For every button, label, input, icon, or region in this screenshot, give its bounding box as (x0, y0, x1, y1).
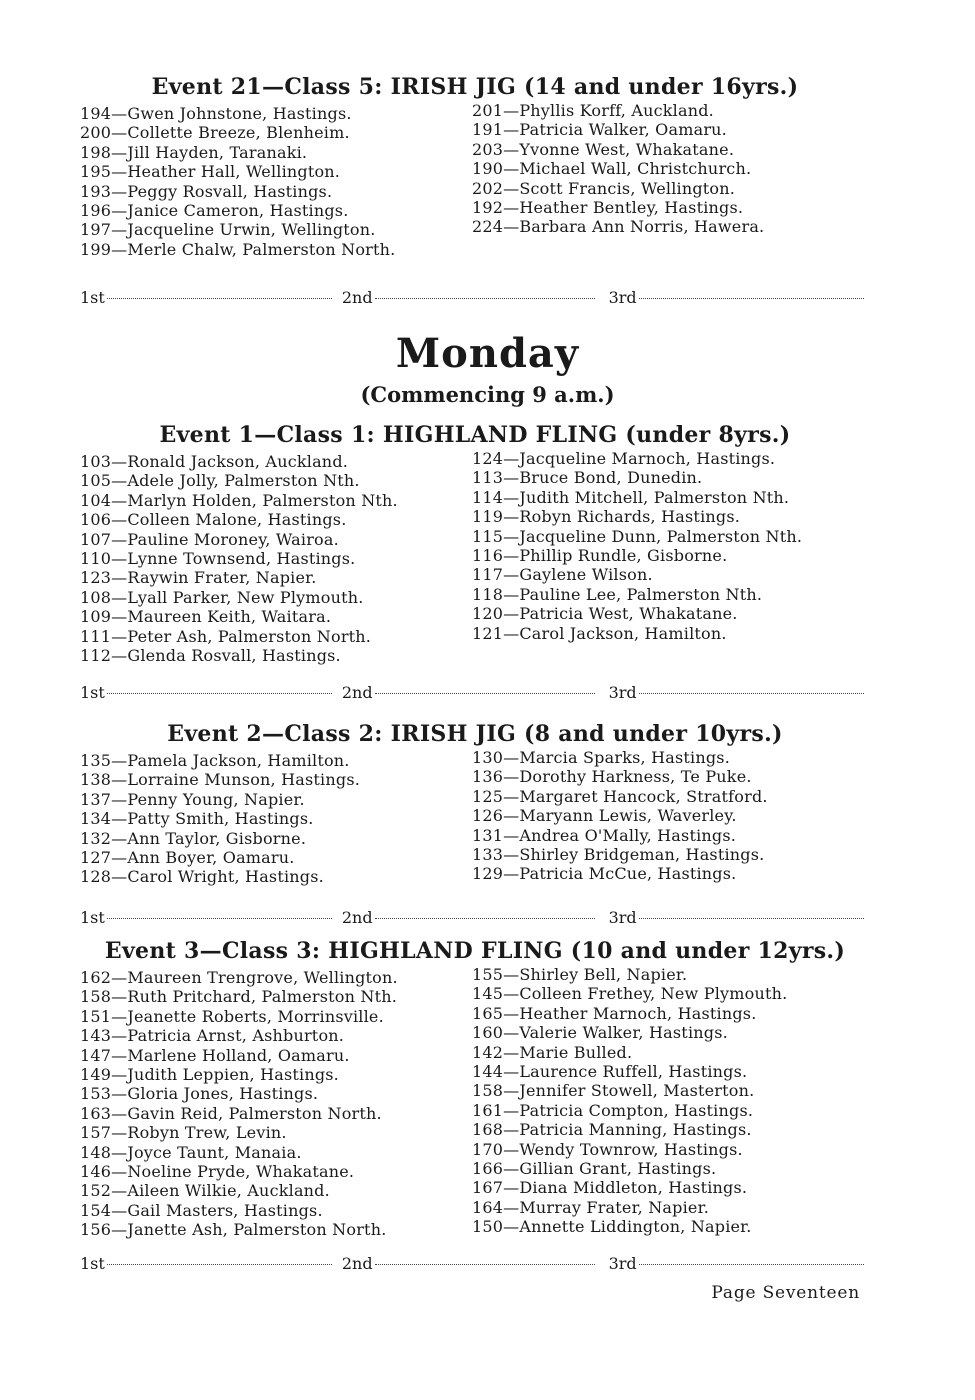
entrant-entry: 164—Murray Frater, Napier. (472, 1197, 709, 1217)
entrant-entry: 152—Aileen Wilkie, Auckland. (80, 1181, 330, 1201)
entry-column-right (472, 748, 870, 887)
entrant-entry: 196—Janice Cameron, Hastings. (80, 201, 349, 221)
entrant-entry: 135—Pamela Jackson, Hamilton. (80, 751, 350, 770)
entrant-entry: 120—Patricia West, Whakatane. (472, 604, 738, 624)
entrant-entry: 190—Michael Wall, Christchurch. (472, 159, 752, 179)
entrant-entry: 129—Patricia McCue, Hastings. (472, 864, 737, 884)
placings-line (80, 1254, 870, 1273)
entrant-entry: 165—Heather Marnoch, Hastings. (472, 1003, 757, 1023)
entry-columns (80, 449, 870, 666)
entrant-entry: 142—Marie Bulled. (472, 1042, 633, 1062)
entry-column-right (472, 449, 870, 665)
entrant-entry: 224—Barbara Ann Norris, Hawera. (472, 217, 765, 237)
entrant-entry: 170—Wendy Townrow, Hastings. (472, 1139, 743, 1159)
entrant-entry: 158—Ruth Pritchard, Palmerston Nth. (80, 987, 398, 1007)
day-title: Monday (395, 330, 580, 377)
entry-columns (80, 965, 870, 1240)
entrant-entry: 150—Annette Liddington, Napier. (472, 1217, 752, 1237)
entrant-entry: 103—Ronald Jackson, Auckland. (80, 452, 349, 471)
entrant-entry: 133—Shirley Bridgeman, Hastings. (472, 845, 765, 865)
entrant-entry: 119—Robyn Richards, Hastings. (472, 507, 741, 527)
entrant-entry: 146—Noeline Pryde, Whakatane. (80, 1162, 355, 1182)
placings-line (80, 683, 870, 702)
entrant-entry: 203—Yvonne West, Whakatane. (472, 139, 735, 159)
entrant-entry: 201—Phyllis Korff, Auckland. (472, 101, 714, 120)
placings-line (80, 908, 870, 927)
entrant-entry: 191—Patricia Walker, Oamaru. (472, 120, 727, 140)
event-title: Event 1—Class 1: HIGHLAND FLING (under 8yrs.) (159, 422, 791, 448)
placing-third: 3rd (609, 683, 864, 702)
entrant-entry: 117—Gaylene Wilson. (472, 565, 653, 585)
entrant-entry: 124—Jacqueline Marnoch, Hastings. (472, 449, 776, 468)
placing-third: 3rd (609, 288, 864, 307)
entrant-entry: 114—Judith Mitchell, Palmerston Nth. (472, 487, 790, 507)
entrant-entry: 136—Dorothy Harkness, Te Puke. (472, 767, 752, 787)
placing-first: 1st (80, 683, 332, 702)
entrant-entry: 109—Maureen Keith, Waitara. (80, 607, 332, 627)
placings-line (80, 288, 870, 307)
entrant-entry: 123—Raywin Frater, Napier. (80, 568, 317, 588)
placing-third: 3rd (609, 1254, 864, 1273)
entrant-entry: 137—Penny Young, Napier. (80, 789, 305, 809)
entrant-entry: 145—Colleen Frethey, New Plymouth. (472, 984, 788, 1004)
entrant-entry: 158—Jennifer Stowell, Masterton. (472, 1081, 755, 1101)
entrant-entry: 143—Patricia Arnst, Ashburton. (80, 1026, 345, 1046)
entry-columns (80, 101, 870, 259)
placing-second: 2nd (342, 683, 595, 702)
entrant-entry: 126—Maryann Lewis, Waverley. (472, 806, 737, 826)
entrant-entry: 130—Marcia Sparks, Hastings. (472, 748, 730, 767)
entrant-entry: 134—Patty Smith, Hastings. (80, 809, 314, 829)
entrant-entry: 160—Valerie Walker, Hastings. (472, 1023, 728, 1043)
event-title: Event 3—Class 3: HIGHLAND FLING (10 and under 12yrs.) (104, 938, 846, 964)
entrant-entry: 108—Lyall Parker, New Plymouth. (80, 587, 364, 607)
entrant-entry: 151—Jeanette Roberts, Morrinsville. (80, 1006, 384, 1026)
entrant-entry: 200—Collette Breeze, Blenheim. (80, 123, 350, 143)
entrant-entry: 128—Carol Wright, Hastings. (80, 867, 324, 887)
entrant-entry: 112—Glenda Rosvall, Hastings. (80, 646, 341, 666)
entrant-entry: 131—Andrea O'Mally, Hastings. (472, 825, 737, 845)
event-21 (80, 74, 870, 259)
event-1 (80, 422, 870, 665)
placing-second: 2nd (342, 1254, 595, 1273)
entrant-entry: 193—Peggy Rosvall, Hastings. (80, 181, 333, 201)
entrant-entry: 107—Pauline Moroney, Wairoa. (80, 529, 339, 549)
entrant-entry: 197—Jacqueline Urwin, Wellington. (80, 220, 376, 240)
placing-first: 1st (80, 908, 332, 927)
entry-column-left (80, 968, 472, 1240)
entrant-entry: 199—Merle Chalw, Palmerston North. (80, 239, 396, 259)
entrant-entry: 157—Robyn Trew, Levin. (80, 1123, 287, 1143)
entrant-entry: 202—Scott Francis, Wellington. (472, 178, 736, 198)
entrant-entry: 148—Joyce Taunt, Manaia. (80, 1142, 302, 1162)
event-title: Event 21—Class 5: IRISH JIG (14 and under 16yrs.) (151, 74, 799, 100)
entrant-entry: 167—Diana Middleton, Hastings. (472, 1178, 748, 1198)
entry-column-left (80, 751, 472, 887)
entrant-entry: 155—Shirley Bell, Napier. (472, 965, 688, 984)
entrant-entry: 110—Lynne Townsend, Hastings. (80, 549, 356, 569)
placing-second: 2nd (342, 288, 595, 307)
entrant-entry: 168—Patricia Manning, Hastings. (472, 1120, 752, 1140)
entrant-entry: 147—Marlene Holland, Oamaru. (80, 1045, 350, 1065)
entrant-entry: 127—Ann Boyer, Oamaru. (80, 848, 295, 868)
entrant-entry: 116—Phillip Rundle, Gisborne. (472, 546, 728, 566)
entrant-entry: 163—Gavin Reid, Palmerston North. (80, 1103, 382, 1123)
entrant-entry: 113—Bruce Bond, Dunedin. (472, 468, 703, 488)
entrant-entry: 161—Patricia Compton, Hastings. (472, 1100, 754, 1120)
entrant-entry: 153—Gloria Jones, Hastings. (80, 1084, 319, 1104)
entrant-entry: 166—Gillian Grant, Hastings. (472, 1159, 717, 1179)
entrant-entry: 144—Laurence Ruffell, Hastings. (472, 1062, 748, 1082)
entry-column-right (472, 101, 870, 259)
entry-column-left (80, 104, 472, 259)
placing-second: 2nd (342, 908, 595, 927)
entrant-entry: 194—Gwen Johnstone, Hastings. (80, 104, 352, 123)
entrant-entry: 111—Peter Ash, Palmerston North. (80, 626, 372, 646)
entrant-entry: 106—Colleen Malone, Hastings. (80, 510, 347, 530)
entrant-entry: 118—Pauline Lee, Palmerston Nth. (472, 584, 763, 604)
entrant-entry: 192—Heather Bentley, Hastings. (472, 198, 744, 218)
placing-third: 3rd (609, 908, 864, 927)
placing-first: 1st (80, 288, 332, 307)
event-title: Event 2—Class 2: IRISH JIG (8 and under 10yrs.) (167, 721, 783, 747)
entrant-entry: 198—Jill Hayden, Taranaki. (80, 142, 308, 162)
entry-column-left (80, 452, 472, 665)
entrant-entry: 105—Adele Jolly, Palmerston Nth. (80, 471, 360, 491)
entrant-entry: 154—Gail Masters, Hastings. (80, 1200, 323, 1220)
entrant-entry: 156—Janette Ash, Palmerston North. (80, 1220, 387, 1240)
entrant-entry: 132—Ann Taylor, Gisborne. (80, 828, 307, 848)
day-subtitle: (Commencing 9 a.m.) (360, 382, 615, 407)
entrant-entry: 162—Maureen Trengrove, Wellington. (80, 968, 398, 987)
entrant-entry: 149—Judith Leppien, Hastings. (80, 1065, 339, 1085)
entrant-entry: 104—Marlyn Holden, Palmerston Nth. (80, 490, 398, 510)
entrant-entry: 195—Heather Hall, Wellington. (80, 162, 341, 182)
event-2 (80, 721, 870, 887)
placing-first: 1st (80, 1254, 332, 1273)
entrant-entry: 115—Jacqueline Dunn, Palmerston Nth. (472, 526, 803, 546)
entrant-entry: 121—Carol Jackson, Hamilton. (472, 623, 727, 643)
entrant-entry: 125—Margaret Hancock, Stratford. (472, 786, 768, 806)
event-3 (80, 938, 870, 1240)
entrant-entry: 138—Lorraine Munson, Hastings. (80, 770, 361, 790)
page-number: Page Seventeen (711, 1283, 860, 1303)
entry-columns (80, 748, 870, 887)
entry-column-right (472, 965, 870, 1240)
